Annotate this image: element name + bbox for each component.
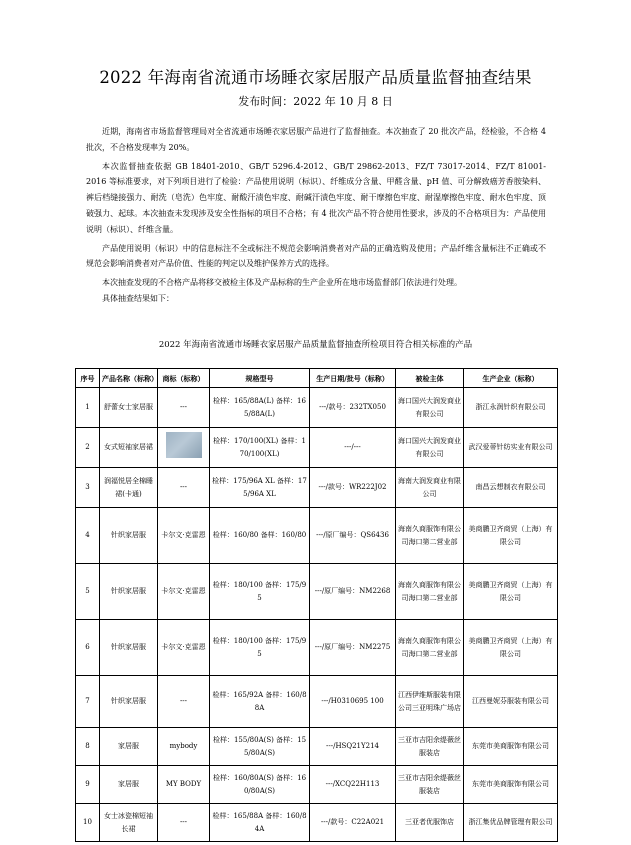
table-row xyxy=(76,620,558,676)
cell-spec: 检样：180/100 备样：175/95 xyxy=(210,564,310,620)
cell-spec: 检样：155/80A(S) 备样：155/80A(S) xyxy=(210,728,310,766)
col-header-spec: 规格型号 xyxy=(210,369,310,388)
cell-product: 女士冰瓷棉短袖长裙 xyxy=(100,804,158,842)
cell-spec: 检样：160/80A(S) 备样：160/80A(S) xyxy=(210,766,310,804)
intro-text xyxy=(86,124,546,307)
intro-paragraph: 本次抽查发现的不合格产品将移交被检主体及产品标称的生产企业所在地市场监督部门依法进行处理。 xyxy=(102,278,462,288)
cell-spec: 检样：160/80 备样：160/80 xyxy=(210,508,310,564)
cell-product: 针织家居服 xyxy=(100,676,158,728)
cell-brand: --- xyxy=(158,676,210,728)
cell-brand: 卡尔文·克雷恩 xyxy=(158,620,210,676)
table-row xyxy=(76,508,558,564)
cell-manufacturer: 东莞市美商服饰有限公司 xyxy=(464,728,558,766)
cell-batch: ---/原厂编号：NM2268 xyxy=(310,564,396,620)
cell-no: 3 xyxy=(76,468,100,508)
col-header-batch: 生产日期/批号（标称） xyxy=(310,369,396,388)
cell-product: 家居服 xyxy=(100,728,158,766)
cell-manufacturer: 南昌云想制衣有限公司 xyxy=(464,468,558,508)
cell-no: 10 xyxy=(76,804,100,842)
cell-batch: ---/H0310695 100 xyxy=(310,676,396,728)
cell-manufacturer: 武汉爱蒂针纺实业有限公司 xyxy=(464,428,558,468)
cell-manufacturer: 浙江集优品牌管理有限公司 xyxy=(464,804,558,842)
intro-paragraph: 本次监督抽查依据 GB 18401-2010、GB/T 5296.4-2012、GB/T 29862-2013、FZ/T 73017-2014、FZ/T 81001-2016 等标准要求，对下列项目进行了检验：产品使用说明（标识）、纤维成分含量、甲醛含量、pH 值、可分解致癌芳香胺染料、裤后档缝接强力、耐洗（皂洗）色牢度、耐酸汗渍色牢度、耐碱汗渍色牢度、耐干摩擦色牢度、耐湿摩擦色牢度、耐水色牢度、顶破强力、起球。本次抽查未发现涉及安全性指标的项目不合格；有 4 批次产品不符合使用性要求，涉及的不合格项目为：产品使用说明（标识）、纤维含量。 xyxy=(86,161,546,234)
publish-date: 发布时间：2022 年 10 月 8 日 xyxy=(238,95,393,108)
cell-inspected: 海口国兴大润发商业有限公司 xyxy=(396,388,464,428)
cell-manufacturer: 浙江永润针织有限公司 xyxy=(464,388,558,428)
cell-brand: mybody xyxy=(158,728,210,766)
cell-spec: 检样：165/92A 备样：160/88A xyxy=(210,676,310,728)
cell-batch: ---/--- xyxy=(310,428,396,468)
cell-brand xyxy=(158,428,210,468)
cell-no: 6 xyxy=(76,620,100,676)
cell-manufacturer: 美商鹏卫齐商贸（上海）有限公司 xyxy=(464,508,558,564)
table-header-row xyxy=(76,369,558,388)
cell-inspected: 三亚市吉阳余缇薇丝服装店 xyxy=(396,766,464,804)
cell-brand: --- xyxy=(158,388,210,428)
cell-spec: 检样：165/88A(L) 备样：165/88A(L) xyxy=(210,388,310,428)
results-table xyxy=(75,368,558,842)
cell-product: 针织家居服 xyxy=(100,620,158,676)
cell-brand: MY BODY xyxy=(158,766,210,804)
cell-product: 家居服 xyxy=(100,766,158,804)
col-header-manufacturer: 生产企业（标称） xyxy=(464,369,558,388)
page-title: 2022 年海南省流通市场睡衣家居服产品质量监督抽查结果 xyxy=(99,68,532,87)
table-row xyxy=(76,428,558,468)
table-row xyxy=(76,766,558,804)
cell-batch: ---/款号：232TX050 xyxy=(310,388,396,428)
cell-batch: ---/HSQ21Y214 xyxy=(310,728,396,766)
cell-inspected: 海南久商服饰有限公司海口第二营业部 xyxy=(396,564,464,620)
cell-brand: 卡尔文·克雷恩 xyxy=(158,508,210,564)
cell-inspected: 海南大润发商业有限公司 xyxy=(396,468,464,508)
col-header-no: 序号 xyxy=(76,369,100,388)
table-row xyxy=(76,388,558,428)
cell-brand: --- xyxy=(158,804,210,842)
table-row xyxy=(76,804,558,842)
cell-spec: 检样：165/88A 备样：160/84A xyxy=(210,804,310,842)
cell-brand: --- xyxy=(158,468,210,508)
brand-logo-image xyxy=(166,432,202,458)
cell-batch: ---/原厂编号：QS6436 xyxy=(310,508,396,564)
cell-spec: 检样：180/100 备样：175/95 xyxy=(210,620,310,676)
cell-no: 5 xyxy=(76,564,100,620)
cell-batch: ---/原厂编号：NM2275 xyxy=(310,620,396,676)
cell-batch: ---/款号：C22A021 xyxy=(310,804,396,842)
cell-no: 4 xyxy=(76,508,100,564)
cell-inspected: 海口国兴大润发商业有限公司 xyxy=(396,428,464,468)
cell-no: 8 xyxy=(76,728,100,766)
cell-batch: ---/款号：WR222J02 xyxy=(310,468,396,508)
cell-product: 针织家居服 xyxy=(100,508,158,564)
intro-paragraph: 近期，海南省市场监督管理局对全省流通市场睡衣家居服产品进行了监督抽查。本次抽查了 20 批次产品，经检验，不合格 4 批次，不合格发现率为 20%。 xyxy=(86,127,546,152)
cell-no: 9 xyxy=(76,766,100,804)
cell-manufacturer: 江西曼妮芬服装有限公司 xyxy=(464,676,558,728)
intro-paragraph: 产品使用说明（标识）中的信息标注不全或标注不规范会影响消费者对产品的正确选购及使用；产品纤维含量标注不正确或不规范会影响消费者对产品价值、性能的判定以及维护保养方式的选择。 xyxy=(86,243,546,269)
table-title: 2022 年海南省流通市场睡衣家居服产品质量监督抽查所检项目符合相关标准的产品 xyxy=(158,340,473,350)
cell-no: 7 xyxy=(76,676,100,728)
cell-product: 女式短袖家居裙 xyxy=(100,428,158,468)
cell-brand: 卡尔文·克雷恩 xyxy=(158,564,210,620)
cell-inspected: 三亚者优服饰店 xyxy=(396,804,464,842)
cell-inspected: 江西伊维斯服装有限公司三亚明珠广场店 xyxy=(396,676,464,728)
cell-inspected: 海南久商服饰有限公司海口第二营业部 xyxy=(396,620,464,676)
cell-spec: 检样：170/100(XL) 备样：170/100(XL) xyxy=(210,428,310,468)
table-row xyxy=(76,676,558,728)
cell-product: 润福悦居全棉睡裙(卡通) xyxy=(100,468,158,508)
cell-inspected: 三亚市吉阳余缇薇丝服装店 xyxy=(396,728,464,766)
cell-product: 针织家居服 xyxy=(100,564,158,620)
table-row xyxy=(76,564,558,620)
cell-spec: 检样：175/96A XL 备样：175/96A XL xyxy=(210,468,310,508)
table-row xyxy=(76,468,558,508)
cell-batch: ---/XCQ22H113 xyxy=(310,766,396,804)
col-header-inspected: 被检主体 xyxy=(396,369,464,388)
cell-no: 2 xyxy=(76,428,100,468)
intro-paragraph: 具体抽查结果如下： xyxy=(102,293,174,303)
col-header-product: 产品名称（标称） xyxy=(100,369,158,388)
cell-inspected: 海南久商服饰有限公司海口第二营业部 xyxy=(396,508,464,564)
table-row xyxy=(76,728,558,766)
cell-manufacturer: 东莞市美商服饰有限公司 xyxy=(464,766,558,804)
cell-manufacturer: 美商鹏卫齐商贸（上海）有限公司 xyxy=(464,564,558,620)
col-header-brand: 商标（标称） xyxy=(158,369,210,388)
cell-no: 1 xyxy=(76,388,100,428)
cell-manufacturer: 美商鹏卫齐商贸（上海）有限公司 xyxy=(464,620,558,676)
cell-product: 舒蕾女士家居服 xyxy=(100,388,158,428)
